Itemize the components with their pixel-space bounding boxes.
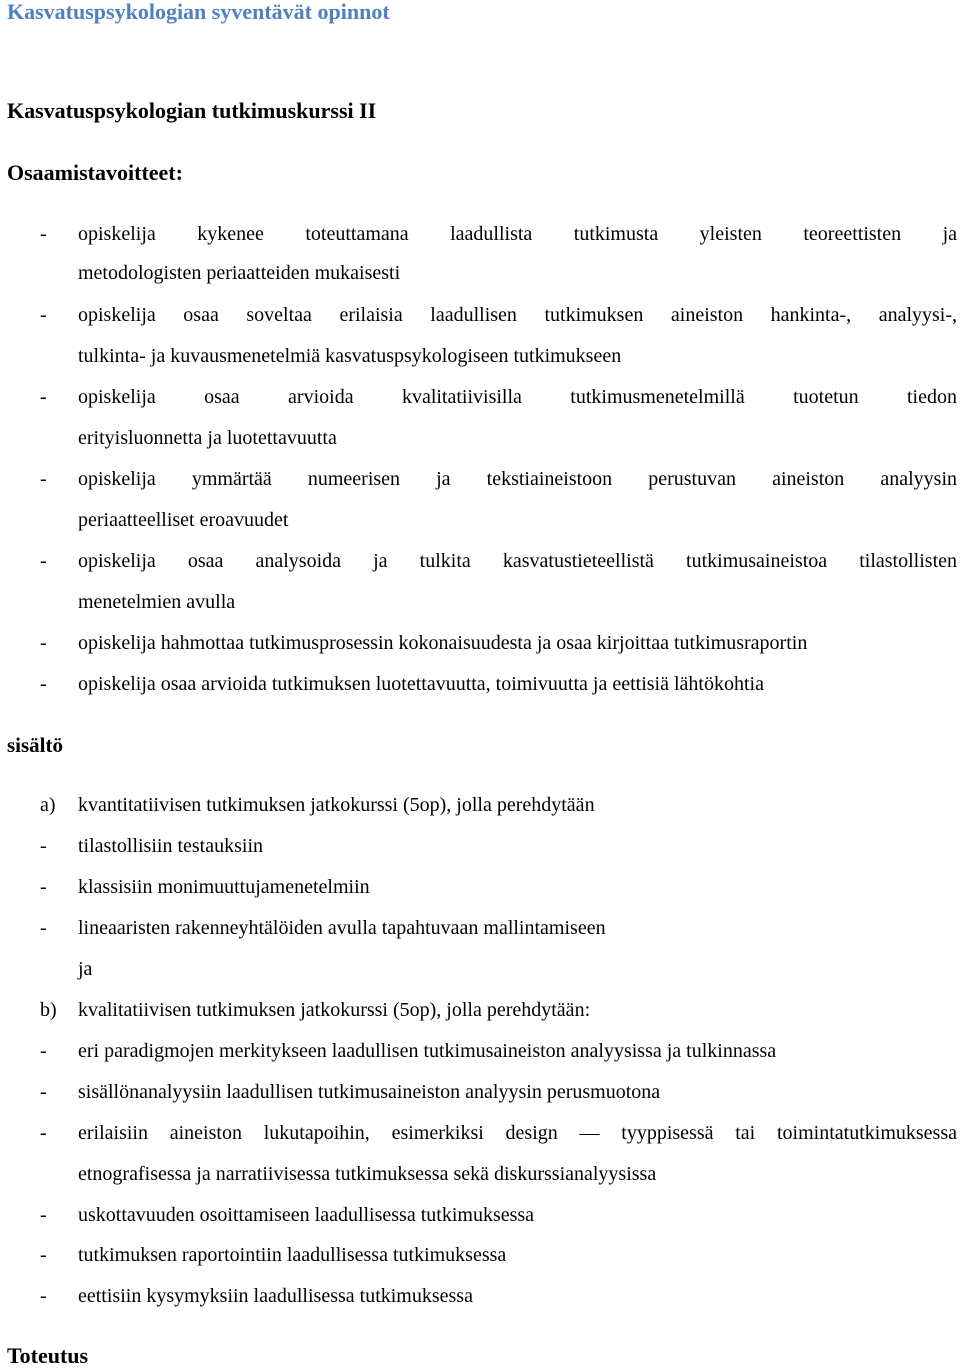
course-title: Kasvatuspsykologian tutkimuskurssi II bbox=[7, 98, 377, 123]
goal-text: tulkinta- ja kuvausmenetelmiä kasvatuspsykologiseen tutkimukseen bbox=[78, 345, 622, 367]
implementation-heading: Toteutus bbox=[7, 1343, 89, 1368]
bullet-dash: - bbox=[40, 1244, 47, 1266]
content-text: eettisiin kysymyksiin laadullisessa tutkimuksessa bbox=[78, 1285, 473, 1307]
content-text: klassisiin monimuuttujamenetelmiin bbox=[78, 876, 370, 898]
content-text: tutkimuksen raportointiin laadullisessa tutkimuksessa bbox=[78, 1244, 507, 1266]
content-item bbox=[0, 1038, 960, 1064]
content-text: lineaaristen rakenneyhtälöiden avulla tapahtuvaan mallintamiseen bbox=[78, 917, 606, 939]
content-text: tilastollisiin testauksiin bbox=[78, 835, 263, 857]
content-item bbox=[0, 1242, 960, 1268]
goal-item-continuation bbox=[0, 425, 960, 451]
goal-text: menetelmien avulla bbox=[78, 591, 236, 613]
document-title: Kasvatuspsykologian syventävät opinnot bbox=[7, 0, 390, 24]
content-text: ja bbox=[78, 958, 93, 980]
goal-text: opiskelija osaa soveltaa erilaisia laadullisen tutkimuksen aineiston hankinta-, analyysi-, bbox=[78, 304, 957, 326]
goals-heading: Osaamistavoitteet: bbox=[7, 160, 183, 185]
goal-item-continuation bbox=[0, 260, 960, 286]
content-item bbox=[0, 1283, 960, 1309]
bullet-dash: - bbox=[40, 1040, 47, 1062]
content-item bbox=[0, 874, 960, 900]
goal-text: opiskelija osaa arvioida tutkimuksen luotettavuutta, toimivuutta ja eettisiä lähtökohtia bbox=[78, 673, 764, 695]
goal-text: opiskelija osaa analysoida ja tulkita kasvatustieteellistä tutkimusaineistoa tilastollisten bbox=[78, 550, 957, 572]
goal-item bbox=[0, 302, 960, 328]
bullet-dash: - bbox=[40, 304, 47, 326]
goal-text: metodologisten periaatteiden mukaisesti bbox=[78, 262, 401, 284]
goal-item bbox=[0, 630, 960, 656]
bullet-dash: - bbox=[40, 550, 47, 572]
marker-b: b) bbox=[40, 999, 57, 1021]
bullet-dash: - bbox=[40, 632, 47, 654]
content-item bbox=[0, 1120, 960, 1146]
goal-item bbox=[0, 671, 960, 697]
bullet-dash: - bbox=[40, 1081, 47, 1103]
goal-item-continuation bbox=[0, 507, 960, 533]
content-item bbox=[0, 1079, 960, 1105]
bullet-dash: - bbox=[40, 917, 47, 939]
goal-text: opiskelija osaa arvioida kvalitatiivisilla tutkimusmenetelmillä tuotetun tiedon bbox=[78, 386, 957, 408]
goal-text: periaatteelliset eroavuudet bbox=[78, 509, 289, 531]
content-conjunction bbox=[0, 956, 960, 982]
content-item bbox=[0, 1202, 960, 1228]
bullet-dash: - bbox=[40, 386, 47, 408]
bullet-dash: - bbox=[40, 835, 47, 857]
bullet-dash: - bbox=[40, 1204, 47, 1226]
bullet-dash: - bbox=[40, 468, 47, 490]
content-item bbox=[0, 833, 960, 859]
marker-a: a) bbox=[40, 794, 56, 816]
content-text: kvalitatiivisen tutkimuksen jatkokurssi (5op), jolla perehdytään: bbox=[78, 999, 591, 1021]
bullet-dash: - bbox=[40, 223, 47, 245]
content-item bbox=[0, 915, 960, 941]
goal-text: opiskelija hahmottaa tutkimusprosessin kokonaisuudesta ja osaa kirjoittaa tutkimusraportin bbox=[78, 632, 808, 654]
content-text: erilaisiin aineiston lukutapoihin, esimerkiksi design — tyyppisessä tai toimintatutkimuksessa bbox=[78, 1122, 957, 1144]
content-text: kvantitatiivisen tutkimuksen jatkokurssi (5op), jolla perehdytään bbox=[78, 794, 595, 816]
goal-item-continuation bbox=[0, 589, 960, 615]
bullet-dash: - bbox=[40, 1285, 47, 1307]
goal-item-continuation bbox=[0, 343, 960, 369]
content-text: etnografisessa ja narratiivisessa tutkimuksessa sekä diskurssianalyysissa bbox=[78, 1163, 657, 1185]
content-heading: sisältö bbox=[7, 733, 64, 757]
content-item-continuation bbox=[0, 1161, 960, 1187]
goal-item bbox=[0, 548, 960, 574]
goal-text: opiskelija ymmärtää numeerisen ja tekstiaineistoon perustuvan aineiston analyysin bbox=[78, 468, 957, 490]
content-text: eri paradigmojen merkitykseen laadullisen tutkimusaineiston analyysissa ja tulkinnassa bbox=[78, 1040, 777, 1062]
goal-item bbox=[0, 466, 960, 492]
bullet-dash: - bbox=[40, 1122, 47, 1144]
content-item bbox=[0, 792, 960, 818]
content-text: sisällönanalyysiin laadullisen tutkimusaineiston analyysin perusmuotona bbox=[78, 1081, 661, 1103]
goal-text: opiskelija kykenee toteuttamana laadullista tutkimusta yleisten teoreettisten ja bbox=[78, 223, 957, 245]
goal-text: erityisluonnetta ja luotettavuutta bbox=[78, 427, 337, 449]
bullet-dash: - bbox=[40, 673, 47, 695]
content-item bbox=[0, 997, 960, 1023]
goal-item bbox=[0, 384, 960, 410]
goal-item bbox=[0, 221, 960, 247]
content-text: uskottavuuden osoittamiseen laadullisessa tutkimuksessa bbox=[78, 1204, 535, 1226]
bullet-dash: - bbox=[40, 876, 47, 898]
